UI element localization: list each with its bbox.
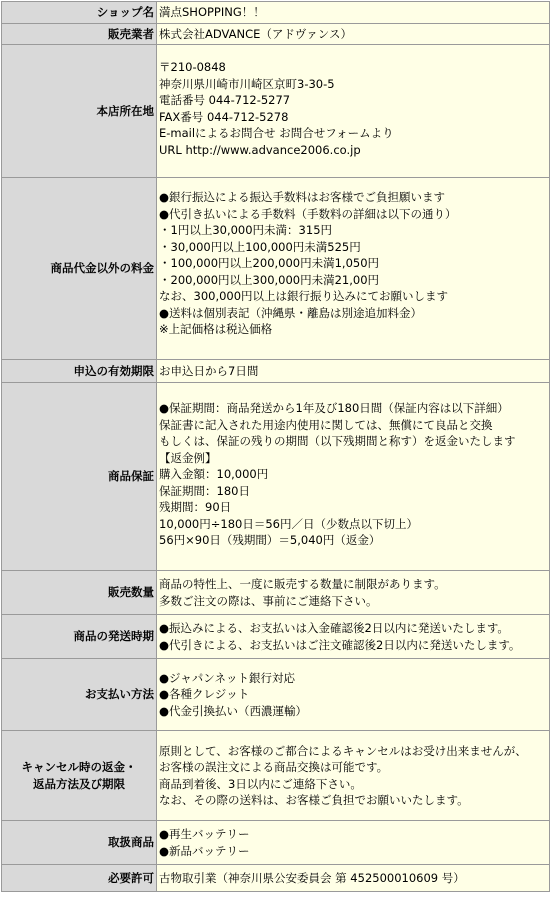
info-row bbox=[2, 615, 550, 659]
value-line: 【返金例】 bbox=[159, 450, 217, 465]
row-value bbox=[157, 383, 550, 571]
value-line: 満点SHOPPING！！ bbox=[159, 5, 265, 20]
row-value bbox=[157, 865, 550, 892]
value-line: 〒210-0848 bbox=[159, 60, 226, 74]
value-line: 保証書に記入された用途内使用に関しては、無償にて良品と交換 bbox=[159, 417, 493, 432]
row-value bbox=[157, 731, 550, 821]
shop-info-table bbox=[1, 1, 550, 892]
value-line: ●送料は個別表記（沖縄県・離島は別途追加料金） bbox=[159, 305, 423, 320]
value-line: 商品の特性上、一度に販売する数量に制限があります。 bbox=[159, 577, 446, 591]
row-value bbox=[157, 821, 550, 865]
value-line: ※上記価格は税込価格 bbox=[159, 322, 273, 336]
value-line: 電話番号 044-712-5277 bbox=[159, 93, 291, 107]
row-label: ショップ名 bbox=[2, 2, 157, 24]
row-value bbox=[157, 24, 550, 45]
row-value bbox=[157, 360, 550, 383]
value-line: ●各種クレジット bbox=[159, 687, 250, 702]
row-value bbox=[157, 571, 550, 615]
row-label: 商品代金以外の料金 bbox=[2, 178, 157, 360]
info-row bbox=[2, 24, 550, 45]
value-line: ●銀行振込による振込手数料はお客様でご負担願います bbox=[159, 190, 446, 204]
value-line: ・1円以上30,000円未満：315円 bbox=[159, 223, 333, 237]
value-line: 56円×90日（残期間）＝5,040円（返金） bbox=[159, 533, 381, 547]
value-line: FAX番号 044-712-5278 bbox=[159, 109, 289, 124]
info-row bbox=[2, 821, 550, 865]
value-line: なお、300,000円以上は銀行振り込みにてお願いします bbox=[159, 289, 449, 303]
info-row bbox=[2, 178, 550, 360]
info-row bbox=[2, 383, 550, 571]
row-value bbox=[157, 178, 550, 360]
info-row bbox=[2, 659, 550, 731]
value-line: ●再生バッテリー bbox=[159, 827, 250, 841]
row-label-line: キャンセル時の返金・ bbox=[21, 760, 137, 774]
shop-info-body bbox=[2, 2, 550, 892]
value-line: ●新品バッテリー bbox=[159, 843, 250, 858]
value-line: 10,000円÷180日＝56円／日（少数点以下切上） bbox=[159, 516, 418, 531]
info-row bbox=[2, 360, 550, 383]
value-line: 購入金額：10,000円 bbox=[159, 467, 269, 481]
info-row bbox=[2, 571, 550, 615]
info-row bbox=[2, 2, 550, 24]
value-line: ・30,000円以上100,000円未満525円 bbox=[159, 239, 361, 254]
value-line: ●代引きによる、お支払いはご注文確認後2日以内に発送いたします。 bbox=[159, 637, 521, 652]
row-label: お支払い方法 bbox=[2, 659, 157, 731]
value-line: 保証期間：180日 bbox=[159, 483, 250, 498]
value-line: ・200,000円以上300,000円未満21,00円 bbox=[159, 272, 380, 287]
value-line: ●代金引換払い（西濃運輸） bbox=[159, 703, 308, 718]
value-line: 原則として、お客様のご都合によるキャンセルはお受け出来ませんが、 bbox=[159, 743, 527, 758]
row-label: 申込の有効期限 bbox=[2, 360, 157, 383]
value-line: ●ジャパンネット銀行対応 bbox=[159, 670, 295, 685]
value-line: ・100,000円以上200,000円未満1,050円 bbox=[159, 256, 380, 270]
row-label bbox=[2, 731, 157, 821]
row-value bbox=[157, 659, 550, 731]
value-line: ●振込みによる、お支払いは入金確認後2日以内に発送いたします。 bbox=[159, 621, 509, 635]
row-label: 商品保証 bbox=[2, 383, 157, 571]
value-line: ●代引き払いによる手数料（手数料の詳細は以下の通り） bbox=[159, 206, 457, 221]
row-label: 取扱商品 bbox=[2, 821, 157, 865]
info-row bbox=[2, 731, 550, 821]
row-label-line: 返品方法及び期限 bbox=[33, 776, 125, 791]
row-label: 必要許可 bbox=[2, 865, 157, 892]
value-line: お申込日から7日間 bbox=[159, 363, 259, 378]
value-line: ●保証期間：商品発送から1年及び180日間（保証内容は以下詳細） bbox=[159, 401, 509, 415]
row-label: 販売業者 bbox=[2, 24, 157, 45]
value-line: 多数ご注文の際は、事前にご連絡下さい。 bbox=[159, 593, 378, 608]
row-label: 販売数量 bbox=[2, 571, 157, 615]
value-line: 神奈川県川崎市川崎区京町3-30-5 bbox=[159, 76, 335, 91]
value-line: 残期間：90日 bbox=[159, 500, 232, 514]
value-line: E-mailによるお問合せ お問合せフォームより bbox=[159, 126, 394, 140]
value-line: なお、その際の送料は、お客様ご負担でお願いいたします。 bbox=[159, 793, 469, 807]
value-line: URL http://www.advance2006.co.jp bbox=[159, 142, 361, 157]
row-value bbox=[157, 615, 550, 659]
row-value bbox=[157, 2, 550, 24]
value-line: 株式会社ADVANCE（アドヴァンス） bbox=[159, 26, 352, 41]
row-label: 商品の発送時期 bbox=[2, 615, 157, 659]
value-line: 商品到着後、3日以内にご連絡下さい。 bbox=[159, 776, 362, 791]
info-row bbox=[2, 865, 550, 892]
row-label: 本店所在地 bbox=[2, 45, 157, 178]
value-line: お客様の誤注文による商品交換は可能です。 bbox=[159, 760, 389, 774]
row-value bbox=[157, 45, 550, 178]
info-row bbox=[2, 45, 550, 178]
value-line: もしくは、保証の残りの期間（以下残期間と称す）を返金いたします bbox=[159, 434, 516, 448]
value-line: 古物取引業（神奈川県公安委員会 第 452500010609 号） bbox=[159, 870, 465, 885]
